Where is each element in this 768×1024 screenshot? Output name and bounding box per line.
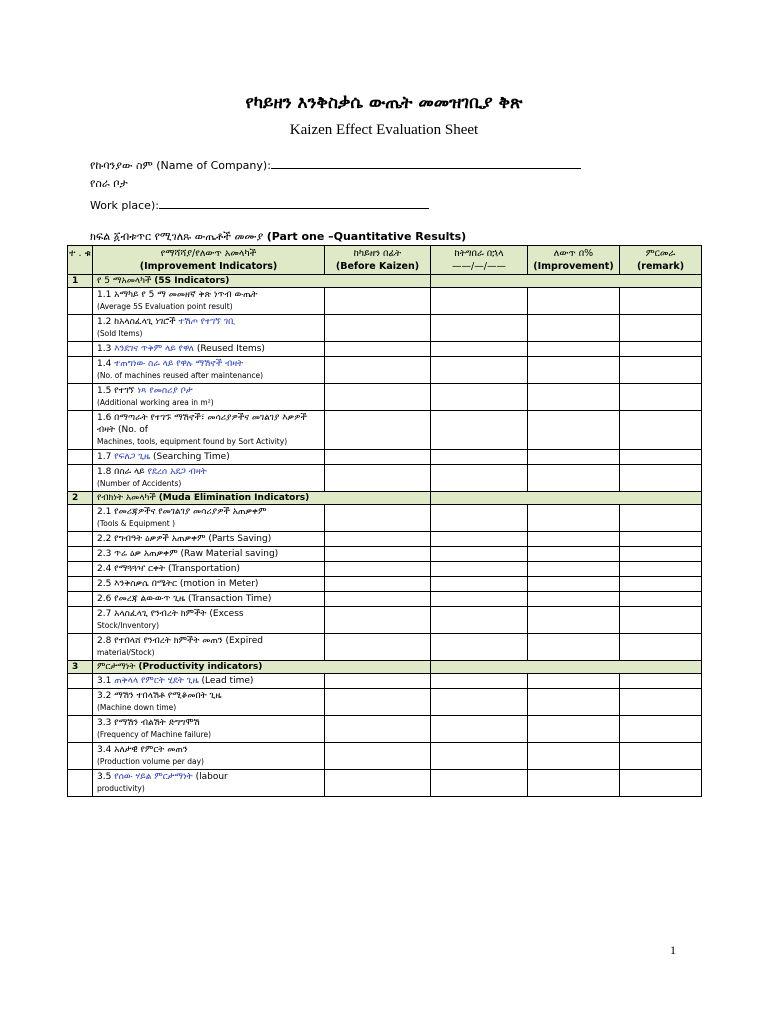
after-cell[interactable] [431, 465, 528, 492]
table-row [68, 689, 702, 716]
table-row [68, 770, 702, 797]
after-cell[interactable] [431, 450, 528, 465]
table-row [68, 411, 702, 450]
company-label: የኩባንያው ስም (Name of Company): [90, 159, 271, 172]
indicator-cell: 3.4 አለታዊ የምርት መጠን (Production volume per day) [93, 743, 325, 770]
indicator-cell: 1.2 ከአላስፈላጊ ነገሮች ተሽጦ የተገኘ ገቢ (Sold Items) [93, 315, 325, 342]
before-cell[interactable] [325, 357, 431, 384]
row-number-cell [68, 607, 93, 634]
row-number-cell [68, 770, 93, 797]
change-cell[interactable] [528, 342, 620, 357]
before-cell[interactable] [325, 547, 431, 562]
workplace-label: Work place): [90, 199, 159, 212]
header-row [68, 246, 702, 275]
before-cell[interactable] [325, 384, 431, 411]
before-cell[interactable] [325, 592, 431, 607]
table-row [68, 547, 702, 562]
section-number: 2 [68, 492, 93, 505]
row-number-cell [68, 743, 93, 770]
indicator-cell: 1.7 የፍለጋ ጊዜ (Searching Time) [93, 450, 325, 465]
change-cell[interactable] [528, 315, 620, 342]
row-number-cell [68, 562, 93, 577]
section-row [68, 492, 702, 505]
table-row [68, 357, 702, 384]
before-cell[interactable] [325, 562, 431, 577]
before-cell[interactable] [325, 674, 431, 689]
row-number-cell [68, 674, 93, 689]
company-field [90, 157, 581, 173]
after-cell[interactable] [431, 770, 528, 797]
remark-cell[interactable] [620, 450, 702, 465]
before-cell[interactable] [325, 288, 431, 315]
indicator-cell: 1.3 እንደገና ጥቅም ላይ የዋለ (Reused Items) [93, 342, 325, 357]
indicator-cell: 2.3 ጥሬ ዕቃ አጠቃቀም (Raw Material saving) [93, 547, 325, 562]
row-number-cell [68, 577, 93, 592]
row-number-cell [68, 315, 93, 342]
indicator-cell: 2.6 የመረጃ ልውውጥ ጊዜ (Transaction Time) [93, 592, 325, 607]
change-cell[interactable] [528, 562, 620, 577]
after-cell[interactable] [431, 634, 528, 661]
before-cell[interactable] [325, 577, 431, 592]
table-row [68, 532, 702, 547]
remark-cell[interactable] [620, 770, 702, 797]
after-cell[interactable] [431, 532, 528, 547]
workplace-label-amharic: የስራ ቦታ [90, 177, 128, 190]
indicator-cell: 3.5 የሰው ሃይል ምርታማነት (labour productivity) [93, 770, 325, 797]
change-cell[interactable] [528, 411, 620, 450]
evaluation-table [67, 245, 702, 797]
before-cell[interactable] [325, 743, 431, 770]
indicator-cell: 2.2 የግብዓት ዕቃዎች አጠቃቀም (Parts Saving) [93, 532, 325, 547]
remark-cell[interactable] [620, 607, 702, 634]
after-cell[interactable] [431, 743, 528, 770]
indicator-cell: 3.3 የማሽን ብልሽት ድግግሞሽ (Frequency of Machine failure) [93, 716, 325, 743]
header-change: ለውጥ በ% (Improvement) [528, 246, 620, 275]
row-number-cell [68, 465, 93, 492]
before-cell[interactable] [325, 607, 431, 634]
table-row [68, 716, 702, 743]
after-cell[interactable] [431, 288, 528, 315]
after-cell[interactable] [431, 689, 528, 716]
before-cell[interactable] [325, 716, 431, 743]
before-cell[interactable] [325, 689, 431, 716]
change-cell[interactable] [528, 384, 620, 411]
after-cell[interactable] [431, 357, 528, 384]
remark-cell[interactable] [620, 562, 702, 577]
change-cell[interactable] [528, 607, 620, 634]
section-title: የብክነት አመላካች (Muda Elimination Indicators) [93, 492, 431, 505]
change-cell[interactable] [528, 465, 620, 492]
change-cell[interactable] [528, 770, 620, 797]
before-cell[interactable] [325, 450, 431, 465]
before-cell[interactable] [325, 770, 431, 797]
table-row [68, 743, 702, 770]
table-row [68, 674, 702, 689]
table-row [68, 465, 702, 492]
indicator-cell: 1.6 በማጣራት የተገኙ ማሽኖች፣ መሳሪያዎችና መገልገያ እቃዎች ብዛት (No. of Machines, tools, equipment found by Sort Activity) [93, 411, 325, 450]
after-cell[interactable] [431, 716, 528, 743]
remark-cell[interactable] [620, 505, 702, 532]
after-cell[interactable] [431, 411, 528, 450]
page-number: 1 [670, 943, 676, 957]
header-after: ከትግበራ በኋላ ——/—/—— [431, 246, 528, 275]
change-cell[interactable] [528, 674, 620, 689]
remark-cell[interactable] [620, 315, 702, 342]
remark-cell[interactable] [620, 384, 702, 411]
indicator-cell: 3.2 ማሽን ተበላሽቶ የሚቆመበት ጊዜ (Machine down time) [93, 689, 325, 716]
remark-cell[interactable] [620, 532, 702, 547]
header-indicator: የማሻሻያ/የለውጥ አመላካች (Improvement Indicators) [93, 246, 325, 275]
before-cell[interactable] [325, 411, 431, 450]
remark-cell[interactable] [620, 689, 702, 716]
section-title: ምርታማነት (Productivity indicators) [93, 661, 431, 674]
change-cell[interactable] [528, 288, 620, 315]
remark-cell[interactable] [620, 592, 702, 607]
document-title-english: Kaizen Effect Evaluation Sheet [289, 122, 479, 138]
indicator-cell: 1.5 የተገኘ ነጻ የመስሪያ ቦታ (Additional working area in m²) [93, 384, 325, 411]
table-row [68, 577, 702, 592]
remark-cell[interactable] [620, 716, 702, 743]
row-number-cell [68, 532, 93, 547]
table-row [68, 505, 702, 532]
row-number-cell [68, 716, 93, 743]
section-blank [431, 492, 702, 505]
row-number-cell [68, 634, 93, 661]
remark-cell[interactable] [620, 743, 702, 770]
workplace-blank[interactable] [159, 197, 429, 209]
remark-cell[interactable] [620, 547, 702, 562]
after-cell[interactable] [431, 607, 528, 634]
table-row [68, 592, 702, 607]
row-number-cell [68, 288, 93, 315]
before-cell[interactable] [325, 634, 431, 661]
change-cell[interactable] [528, 577, 620, 592]
section-number: 3 [68, 661, 93, 674]
table-row [68, 342, 702, 357]
change-cell[interactable] [528, 450, 620, 465]
header-remark: ምርመራ (remark) [620, 246, 702, 275]
company-blank[interactable] [271, 157, 581, 169]
indicator-cell: 2.5 እንቅስቃሴ በሜትር (motion in Meter) [93, 577, 325, 592]
table-row [68, 288, 702, 315]
remark-cell[interactable] [620, 634, 702, 661]
document-title-amharic: የካይዘን እንቅስቃሴ ውጤት መመዝገቢያ ቅጽ [245, 93, 523, 113]
table-row [68, 450, 702, 465]
change-cell[interactable] [528, 505, 620, 532]
after-cell[interactable] [431, 505, 528, 532]
section-row [68, 661, 702, 674]
after-cell[interactable] [431, 674, 528, 689]
row-number-cell [68, 505, 93, 532]
row-number-cell [68, 357, 93, 384]
after-cell[interactable] [431, 547, 528, 562]
indicator-cell: 1.4 ተጠግነው ስራ ላይ የዋሉ ማሽኖች ብዛት (No. of machines reused after maintenance) [93, 357, 325, 384]
change-cell[interactable] [528, 592, 620, 607]
before-cell[interactable] [325, 315, 431, 342]
part-one-english: (Part one –Quantitative Results) [266, 230, 467, 243]
indicator-cell: 1.1 አማካይ የ 5 ማ መመዘኛ ቅጽ ነጥብ ውጤት (Average 5S Evaluation point result) [93, 288, 325, 315]
table-row [68, 607, 702, 634]
change-cell[interactable] [528, 634, 620, 661]
row-number-cell [68, 689, 93, 716]
indicator-cell: 2.4 የማጓጓዣ ርቀት (Transportation) [93, 562, 325, 577]
part-one-heading [90, 230, 466, 244]
change-cell[interactable] [528, 547, 620, 562]
remark-cell[interactable] [620, 288, 702, 315]
before-cell[interactable] [325, 342, 431, 357]
part-one-amharic: ክፍል ፩ብቱጥር የሚገለጹ ውጤቶች መሙያ [90, 230, 264, 243]
remark-cell[interactable] [620, 674, 702, 689]
section-number: 1 [68, 275, 93, 288]
table-row [68, 384, 702, 411]
workplace-field [90, 197, 429, 212]
after-cell[interactable] [431, 592, 528, 607]
table-row [68, 315, 702, 342]
after-cell[interactable] [431, 562, 528, 577]
row-number-cell [68, 342, 93, 357]
indicator-cell: 1.8 በስራ ላይ የደረሰ አደጋ ብዛት (Number of Accidents) [93, 465, 325, 492]
after-cell[interactable] [431, 315, 528, 342]
before-cell[interactable] [325, 465, 431, 492]
remark-cell[interactable] [620, 465, 702, 492]
row-number-cell [68, 411, 93, 450]
remark-cell[interactable] [620, 411, 702, 450]
remark-cell[interactable] [620, 357, 702, 384]
change-cell[interactable] [528, 689, 620, 716]
section-blank [431, 275, 702, 288]
row-number-cell [68, 450, 93, 465]
remark-cell[interactable] [620, 342, 702, 357]
section-row [68, 275, 702, 288]
indicator-cell: 3.1 ጠቅላላ የምርት ሂደት ጊዜ (Lead time) [93, 674, 325, 689]
after-cell[interactable] [431, 577, 528, 592]
section-title: የ 5 ማአመላካች (5S Indicators) [93, 275, 431, 288]
change-cell[interactable] [528, 357, 620, 384]
remark-cell[interactable] [620, 577, 702, 592]
after-cell[interactable] [431, 384, 528, 411]
row-number-cell [68, 592, 93, 607]
change-cell[interactable] [528, 716, 620, 743]
before-cell[interactable] [325, 505, 431, 532]
header-no: ተ . ቁ [68, 246, 93, 275]
change-cell[interactable] [528, 743, 620, 770]
indicator-cell: 2.8 የተበላሸ የንብረት ክምችት መጠን (Expired material/Stock) [93, 634, 325, 661]
indicator-cell: 2.1 የመሪጃዎችና የመገልገያ መሳሪያዎች አጠቃቀም (Tools & Equipment ) [93, 505, 325, 532]
section-blank [431, 661, 702, 674]
table-row [68, 634, 702, 661]
change-cell[interactable] [528, 532, 620, 547]
indicator-cell: 2.7 አላስፈላጊ የንብረት ክምችት (Excess Stock/Inventory) [93, 607, 325, 634]
table-row [68, 562, 702, 577]
row-number-cell [68, 547, 93, 562]
row-number-cell [68, 384, 93, 411]
after-cell[interactable] [431, 342, 528, 357]
before-cell[interactable] [325, 532, 431, 547]
header-before: ከካይዘን በፊት (Before Kaizen) [325, 246, 431, 275]
